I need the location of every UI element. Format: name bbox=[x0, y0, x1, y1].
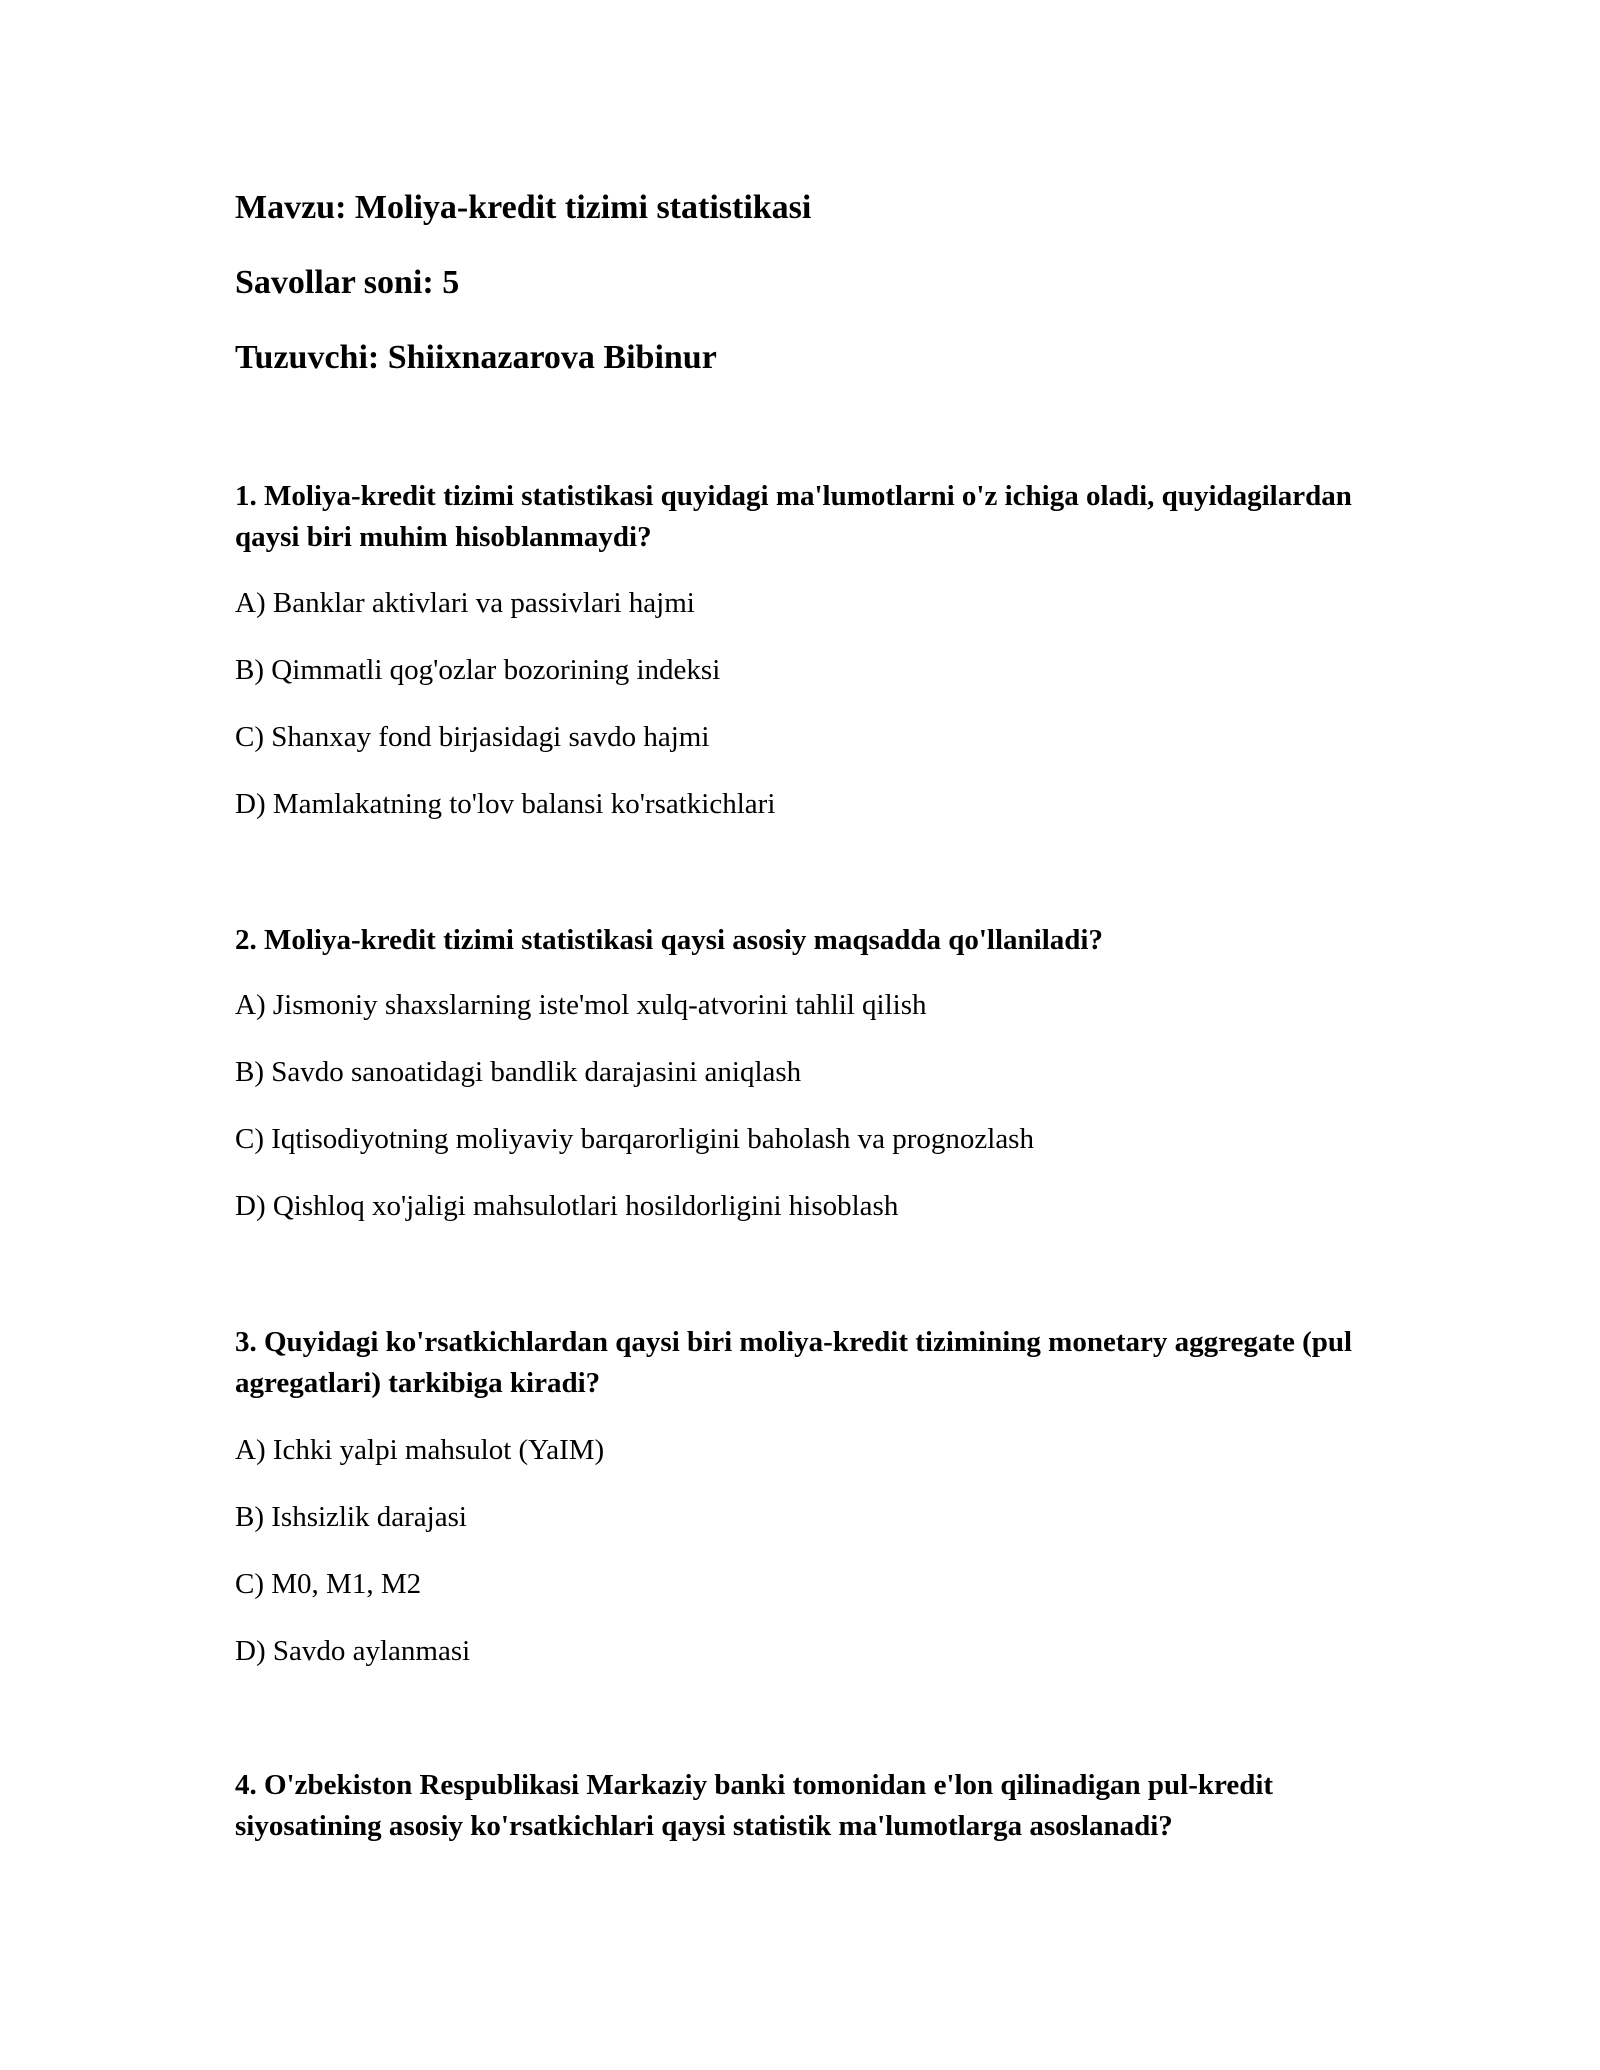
question-2 bbox=[235, 920, 1395, 961]
question-1 bbox=[235, 476, 1395, 558]
option-d: D) Mamlakatning to'lov balansi ko'rsatkichlari bbox=[235, 788, 776, 820]
question-4 bbox=[235, 1765, 1395, 1847]
option-b: B) Qimmatli qog'ozlar bozorining indeksi bbox=[235, 654, 721, 686]
question-text: 4. O'zbekiston Respublikasi Markaziy banki tomonidan e'lon qilinadigan pul-kredit siyosatining asosiy ko'rsatkichlari qaysi statistik ma'lumotlarga asoslanadi? bbox=[235, 1769, 1274, 1842]
option-d: D) Savdo aylanmasi bbox=[235, 1635, 471, 1667]
question-3 bbox=[235, 1322, 1395, 1404]
question-text: 2. Moliya-kredit tizimi statistikasi qaysi asosiy maqsadda qo'llaniladi? bbox=[235, 924, 1103, 956]
option-a: A) Banklar aktivlari va passivlari hajmi bbox=[235, 587, 695, 619]
question-count: Savollar soni: 5 bbox=[235, 264, 460, 301]
question-text: 1. Moliya-kredit tizimi statistikasi quyidagi ma'lumotlarni o'z ichiga oladi, quyidagilardan qaysi biri muhim hisoblanmaydi? bbox=[235, 480, 1352, 553]
option-d: D) Qishloq xo'jaligi mahsulotlari hosildorligini hisoblash bbox=[235, 1190, 899, 1222]
option-a: A) Ichki yalpi mahsulot (YaIM) bbox=[235, 1434, 605, 1466]
option-b: B) Ishsizlik darajasi bbox=[235, 1501, 467, 1533]
option-c: C) Shanxay fond birjasidagi savdo hajmi bbox=[235, 721, 710, 753]
option-b: B) Savdo sanoatidagi bandlik darajasini aniqlash bbox=[235, 1056, 802, 1088]
topic-heading: Mavzu: Moliya-kredit tizimi statistikasi bbox=[235, 189, 812, 226]
option-c: C) Iqtisodiyotning moliyaviy barqarorligini baholash va prognozlash bbox=[235, 1123, 1034, 1155]
author-line: Tuzuvchi: Shiixnazarova Bibinur bbox=[235, 339, 717, 376]
option-c: C) M0, M1, M2 bbox=[235, 1568, 422, 1600]
question-text: 3. Quyidagi ko'rsatkichlardan qaysi biri moliya-kredit tizimining monetary aggregate (pul agregatlari) tarkibiga kiradi? bbox=[235, 1326, 1353, 1399]
option-a: A) Jismoniy shaxslarning iste'mol xulq-atvorini tahlil qilish bbox=[235, 989, 927, 1021]
